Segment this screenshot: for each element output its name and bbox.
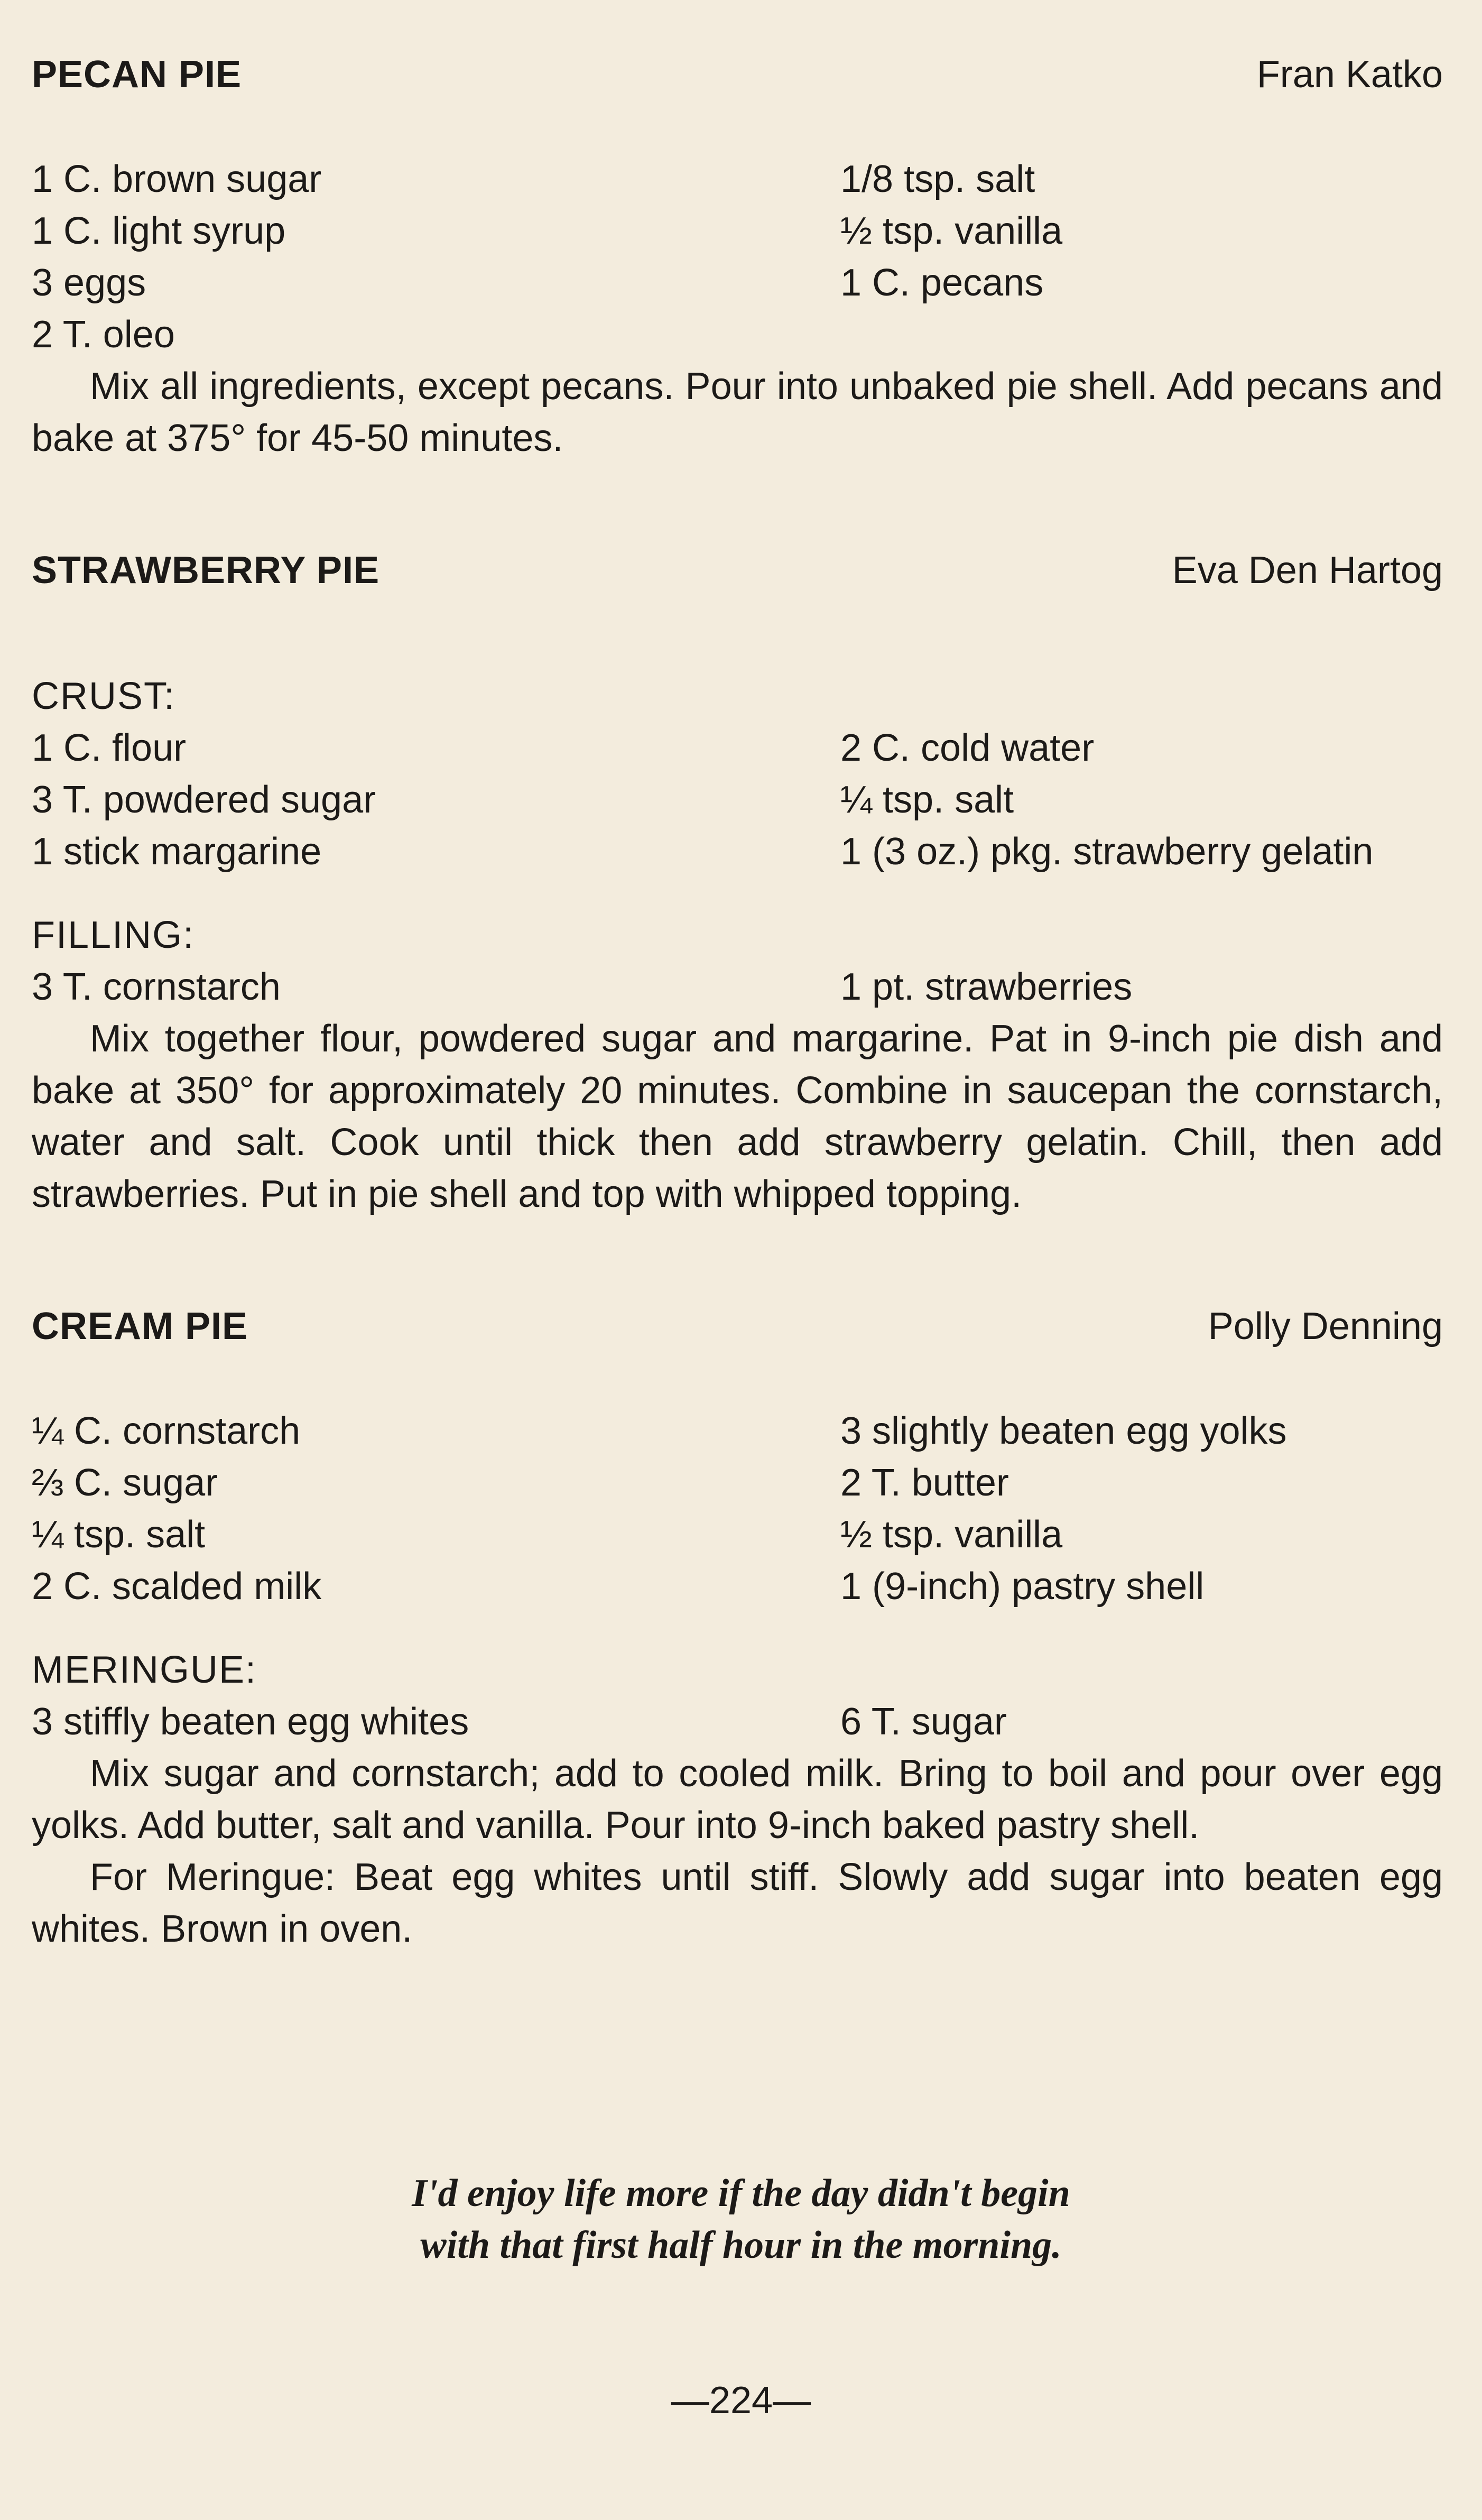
quote-line: with that first half hour in the morning. — [420, 2223, 1062, 2267]
ingredient: 3 T. cornstarch — [32, 966, 281, 1008]
recipe-header — [32, 53, 1443, 122]
recipe-directions: Mix sugar and cornstarch; add to cooled milk. Bring to boil and pour over egg yolks. Add butter, salt and vanilla. Pour into 9-inch baked pastry shell. — [32, 1752, 1443, 1847]
ingredient: 3 slightly beaten egg yolks — [840, 1410, 1287, 1452]
cookbook-page — [32, 53, 1443, 1955]
recipe-author: Eva Den Hartog — [1172, 549, 1443, 592]
ingredient: 1 (9-inch) pastry shell — [840, 1565, 1205, 1608]
filling-right-column — [840, 961, 1443, 1013]
page-number: —224— — [671, 2379, 811, 2422]
meringue-label: MERINGUE: — [32, 1649, 257, 1691]
ingredient: ¼ C. cornstarch — [32, 1410, 301, 1452]
ingredient: 1 C. light syrup — [32, 210, 286, 252]
recipe-cream-pie — [32, 1305, 1443, 1955]
recipe-author: Fran Katko — [1256, 53, 1443, 96]
ingredient: 2 T. oleo — [32, 313, 175, 356]
crust-right-column — [840, 722, 1443, 878]
recipe-author: Polly Denning — [1208, 1305, 1443, 1347]
filling-ingredients — [32, 961, 1443, 1013]
recipe-title: PECAN PIE — [32, 53, 242, 96]
ingredient: 2 C. scalded milk — [32, 1565, 322, 1608]
ingredient: 2 T. butter — [840, 1462, 1009, 1504]
recipe-title: STRAWBERRY PIE — [32, 549, 380, 592]
ingredients-right-column — [840, 153, 1443, 361]
ingredient: 2 C. cold water — [840, 727, 1095, 769]
meringue-directions: For Meringue: Beat egg whites until stiff. Slowly add sugar into beaten egg whites. Brown in oven. — [32, 1856, 1443, 1950]
ingredients-right-column — [840, 1405, 1443, 1612]
ingredient: 3 stiffly beaten egg whites — [32, 1701, 469, 1743]
ingredient: 3 T. powdered sugar — [32, 779, 376, 821]
ingredients-left-column — [32, 153, 840, 361]
ingredient: 1 C. pecans — [840, 262, 1044, 304]
recipe-title: CREAM PIE — [32, 1305, 248, 1347]
crust-left-column — [32, 722, 840, 878]
recipe-pecan-pie — [32, 53, 1443, 464]
quote — [0, 2167, 1482, 2271]
ingredient: 1 C. brown sugar — [32, 158, 322, 200]
recipe-directions: Mix all ingredients, except pecans. Pour into unbaked pie shell. Add pecans and bake at 375° for 45-50 minutes. — [32, 365, 1443, 459]
ingredients-left-column — [32, 1405, 840, 1612]
meringue-left-column — [32, 1696, 840, 1748]
ingredient: ¼ tsp. salt — [32, 1513, 206, 1556]
recipe-header — [32, 549, 1443, 617]
ingredient: 6 T. sugar — [840, 1701, 1007, 1743]
recipe-strawberry-pie — [32, 549, 1443, 1220]
meringue-ingredients — [32, 1696, 1443, 1748]
ingredient: 1 pt. strawberries — [840, 966, 1133, 1008]
crust-ingredients — [32, 722, 1443, 878]
ingredient: 3 eggs — [32, 262, 146, 304]
ingredient: 1 C. flour — [32, 727, 187, 769]
recipe-directions: Mix together flour, powdered sugar and margarine. Pat in 9-inch pie dish and bake at 350° for approximately 20 minutes. Combine in saucepan the cornstarch, water and salt. Cook until thick then add strawberry gelatin. Chill, then add strawberries. Put in pie shell and top with whipped topping. — [32, 1018, 1443, 1215]
quote-line: I'd enjoy life more if the day didn't begin — [412, 2172, 1070, 2215]
recipe-header — [32, 1305, 1443, 1373]
crust-label: CRUST: — [32, 675, 176, 717]
ingredients-list — [32, 1405, 1443, 1612]
ingredient: ½ tsp. vanilla — [840, 1513, 1063, 1556]
ingredient: 1/8 tsp. salt — [840, 158, 1035, 200]
ingredient: 1 (3 oz.) pkg. strawberry gelatin — [840, 830, 1374, 873]
ingredient: ⅔ C. sugar — [32, 1462, 218, 1504]
filling-left-column — [32, 961, 840, 1013]
ingredient: ¼ tsp. salt — [840, 779, 1014, 821]
ingredients-list — [32, 153, 1443, 361]
ingredient: ½ tsp. vanilla — [840, 210, 1063, 252]
meringue-right-column — [840, 1696, 1443, 1748]
ingredient: 1 stick margarine — [32, 830, 322, 873]
filling-label: FILLING: — [32, 914, 195, 956]
